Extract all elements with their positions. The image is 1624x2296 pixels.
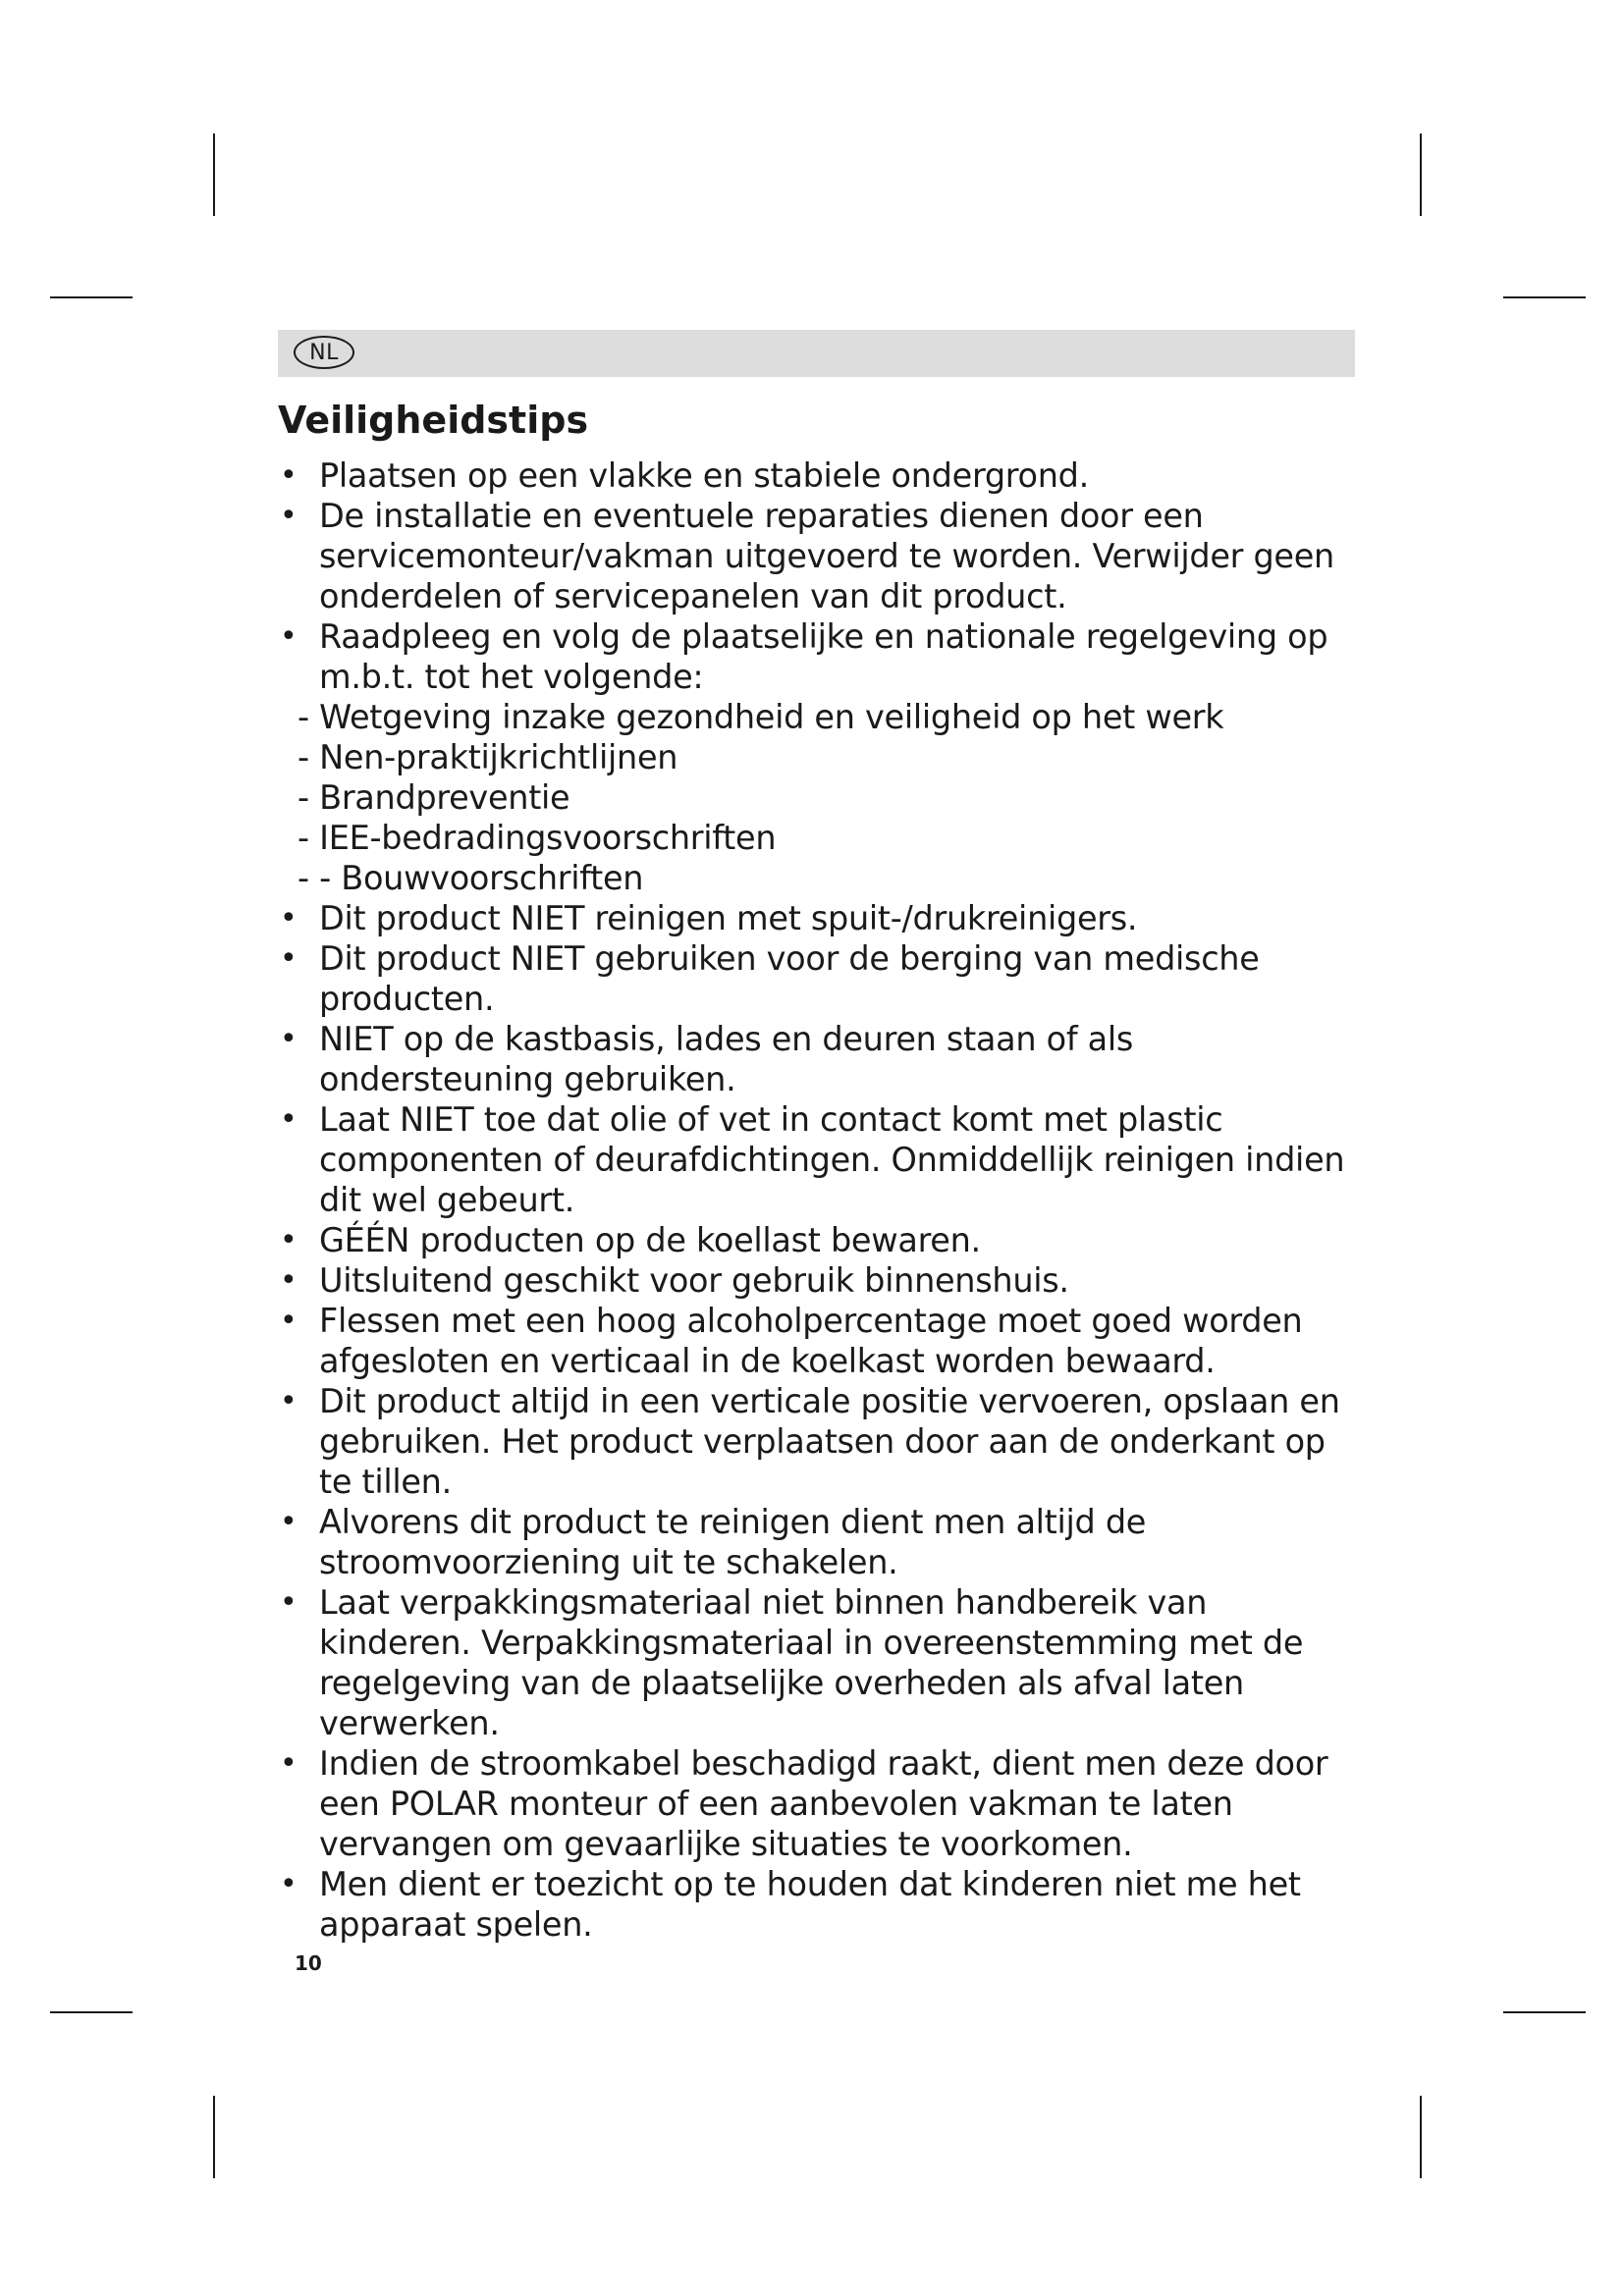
crop-mark: [213, 2096, 215, 2178]
list-item: [278, 496, 1368, 616]
list-item: [278, 455, 1368, 496]
list-item: [278, 898, 1368, 938]
sub-list-item: [278, 737, 1368, 777]
bullet-icon: •: [280, 458, 298, 493]
list-item-text: Raadpleeg en volg de plaatselijke en nationale regelgeving op m.b.t. tot het volgende:: [319, 617, 1328, 696]
list-item-text: Uitsluitend geschikt voor gebruik binnenshuis.: [319, 1261, 1069, 1300]
bullet-icon: •: [280, 941, 298, 976]
crop-mark: [213, 133, 215, 216]
crop-mark: [1420, 2096, 1422, 2178]
bullet-icon: •: [280, 1022, 298, 1056]
crop-mark: [50, 2011, 133, 2013]
list-item-text: Alvorens dit product te reinigen dient men altijd de stroomvoorziening uit te schakelen.: [319, 1503, 1147, 1581]
language-header-bar: [278, 330, 1355, 377]
list-item: [278, 938, 1368, 1019]
page-number: 10: [295, 1951, 322, 1975]
bullet-icon: •: [280, 1746, 298, 1781]
bullet-icon: •: [280, 1223, 298, 1257]
list-item-text: NIET op de kastbasis, lades en deuren staan of als ondersteuning gebruiken.: [319, 1020, 1134, 1098]
list-item-text: Dit product NIET reinigen met spuit-/drukreinigers.: [319, 899, 1138, 937]
list-item: [278, 1502, 1368, 1582]
list-item-text: Men dient er toezicht op te houden dat kinderen niet me het apparaat spelen.: [319, 1865, 1301, 1944]
list-item-text: Flessen met een hoog alcoholpercentage moet goed worden afgesloten en verticaal in de koelkast worden bewaard.: [319, 1302, 1303, 1380]
list-item-text: De installatie en eventuele reparaties dienen door een servicemonteur/vakman uitgevoerd te worden. Verwijder geen onderdelen of servicepanelen van dit product.: [319, 497, 1334, 615]
bullet-icon: •: [280, 619, 298, 654]
list-item: [278, 1019, 1368, 1099]
list-item-text: GÉÉN producten op de koellast bewaren.: [319, 1221, 981, 1259]
sub-list-item: [278, 858, 1368, 898]
list-item: [278, 1220, 1368, 1260]
bullet-icon: •: [280, 1263, 298, 1298]
sub-list-item: [278, 777, 1368, 818]
crop-mark: [1503, 2011, 1586, 2013]
list-item-text: Dit product NIET gebruiken voor de berging van medische producten.: [319, 939, 1260, 1018]
list-item-text: - - Bouwvoorschriften: [298, 859, 644, 897]
bullet-icon: •: [280, 1304, 298, 1338]
list-item: [278, 1099, 1368, 1220]
bullet-icon: •: [280, 1102, 298, 1137]
list-item-text: - Wetgeving inzake gezondheid en veiligheid op het werk: [298, 698, 1224, 736]
safety-tips-list: [278, 455, 1368, 1945]
bullet-icon: •: [280, 1384, 298, 1418]
crop-mark: [50, 296, 133, 298]
list-item-text: - Brandpreventie: [298, 778, 570, 817]
crop-mark: [1503, 296, 1586, 298]
safety-tips-section: [278, 397, 1368, 1945]
list-item-text: Plaatsen op een vlakke en stabiele ondergrond.: [319, 456, 1089, 495]
language-badge: NL: [294, 336, 354, 369]
list-item: [278, 1260, 1368, 1301]
list-item: [278, 1381, 1368, 1502]
sub-list-item: [278, 818, 1368, 858]
bullet-icon: •: [280, 1867, 298, 1901]
list-item: [278, 1301, 1368, 1381]
list-item-text: Indien de stroomkabel beschadigd raakt, dient men deze door een POLAR monteur of een aanbevolen vakman te laten vervangen om gevaarlijke situaties te voorkomen.: [319, 1744, 1328, 1863]
bullet-icon: •: [280, 499, 298, 533]
section-title: Veiligheidstips: [278, 399, 589, 442]
list-item-text: Laat NIET toe dat olie of vet in contact komt met plastic componenten of deurafdichtingen. Onmiddellijk reinigen indien dit wel gebeurt.: [319, 1100, 1345, 1219]
crop-mark: [1420, 133, 1422, 216]
list-item: [278, 1582, 1368, 1743]
list-item: [278, 1864, 1368, 1945]
bullet-icon: •: [280, 1505, 298, 1539]
list-item: [278, 616, 1368, 697]
list-item-text: - IEE-bedradingsvoorschriften: [298, 819, 777, 857]
list-item-text: Dit product altijd in een verticale positie vervoeren, opslaan en gebruiken. Het product verplaatsen door aan de onderkant op te tillen.: [319, 1382, 1340, 1501]
bullet-icon: •: [280, 1585, 298, 1620]
list-item-text: - Nen-praktijkrichtlijnen: [298, 738, 678, 776]
list-item-text: Laat verpakkingsmateriaal niet binnen handbereik van kinderen. Verpakkingsmateriaal in overeenstemming met de regelgeving van de plaatselijke overheden als afval laten verwerken.: [319, 1583, 1304, 1742]
list-item: [278, 1743, 1368, 1864]
sub-list-item: [278, 697, 1368, 737]
bullet-icon: •: [280, 901, 298, 935]
